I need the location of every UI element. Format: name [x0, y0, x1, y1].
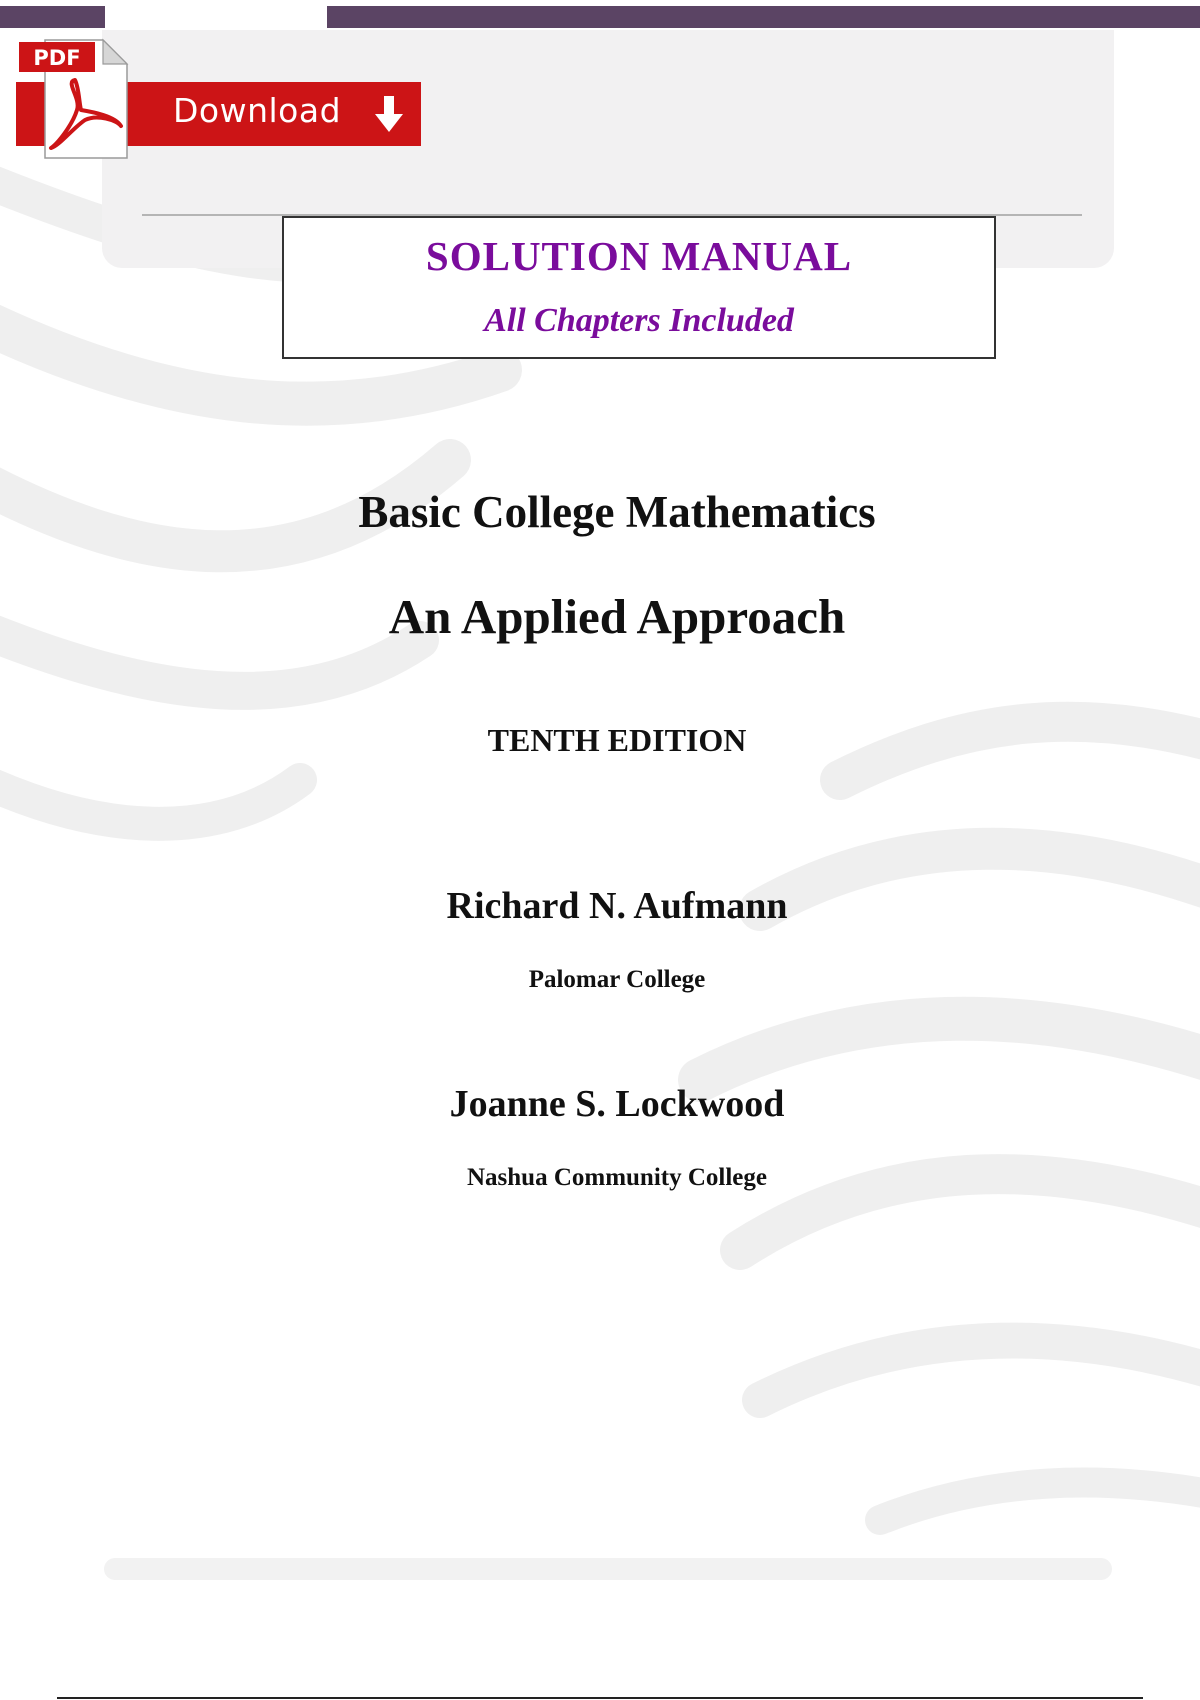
banner-title: SOLUTION MANUAL	[425, 233, 853, 279]
book-subtitle: An Applied Approach	[388, 589, 846, 644]
footer-strip	[104, 1558, 1112, 1580]
pdf-badge-label: PDF	[33, 46, 81, 70]
download-arrow-icon	[374, 94, 404, 134]
book-title: Basic College Mathematics	[358, 487, 876, 537]
solution-manual-banner	[282, 216, 996, 359]
footer-divider	[57, 1697, 1143, 1699]
top-bar-left	[0, 6, 105, 28]
edition-label: TENTH EDITION	[487, 722, 747, 758]
pdf-file-icon	[17, 36, 133, 162]
banner-subtitle: All Chapters Included	[484, 302, 794, 339]
author-name: Joanne S. Lockwood	[449, 1083, 785, 1125]
top-bar-right	[327, 6, 1200, 28]
author-name: Richard N. Aufmann	[446, 885, 788, 927]
author-affiliation: Palomar College	[528, 966, 706, 993]
author-affiliation: Nashua Community College	[466, 1164, 767, 1191]
download-label: Download	[173, 91, 342, 130]
